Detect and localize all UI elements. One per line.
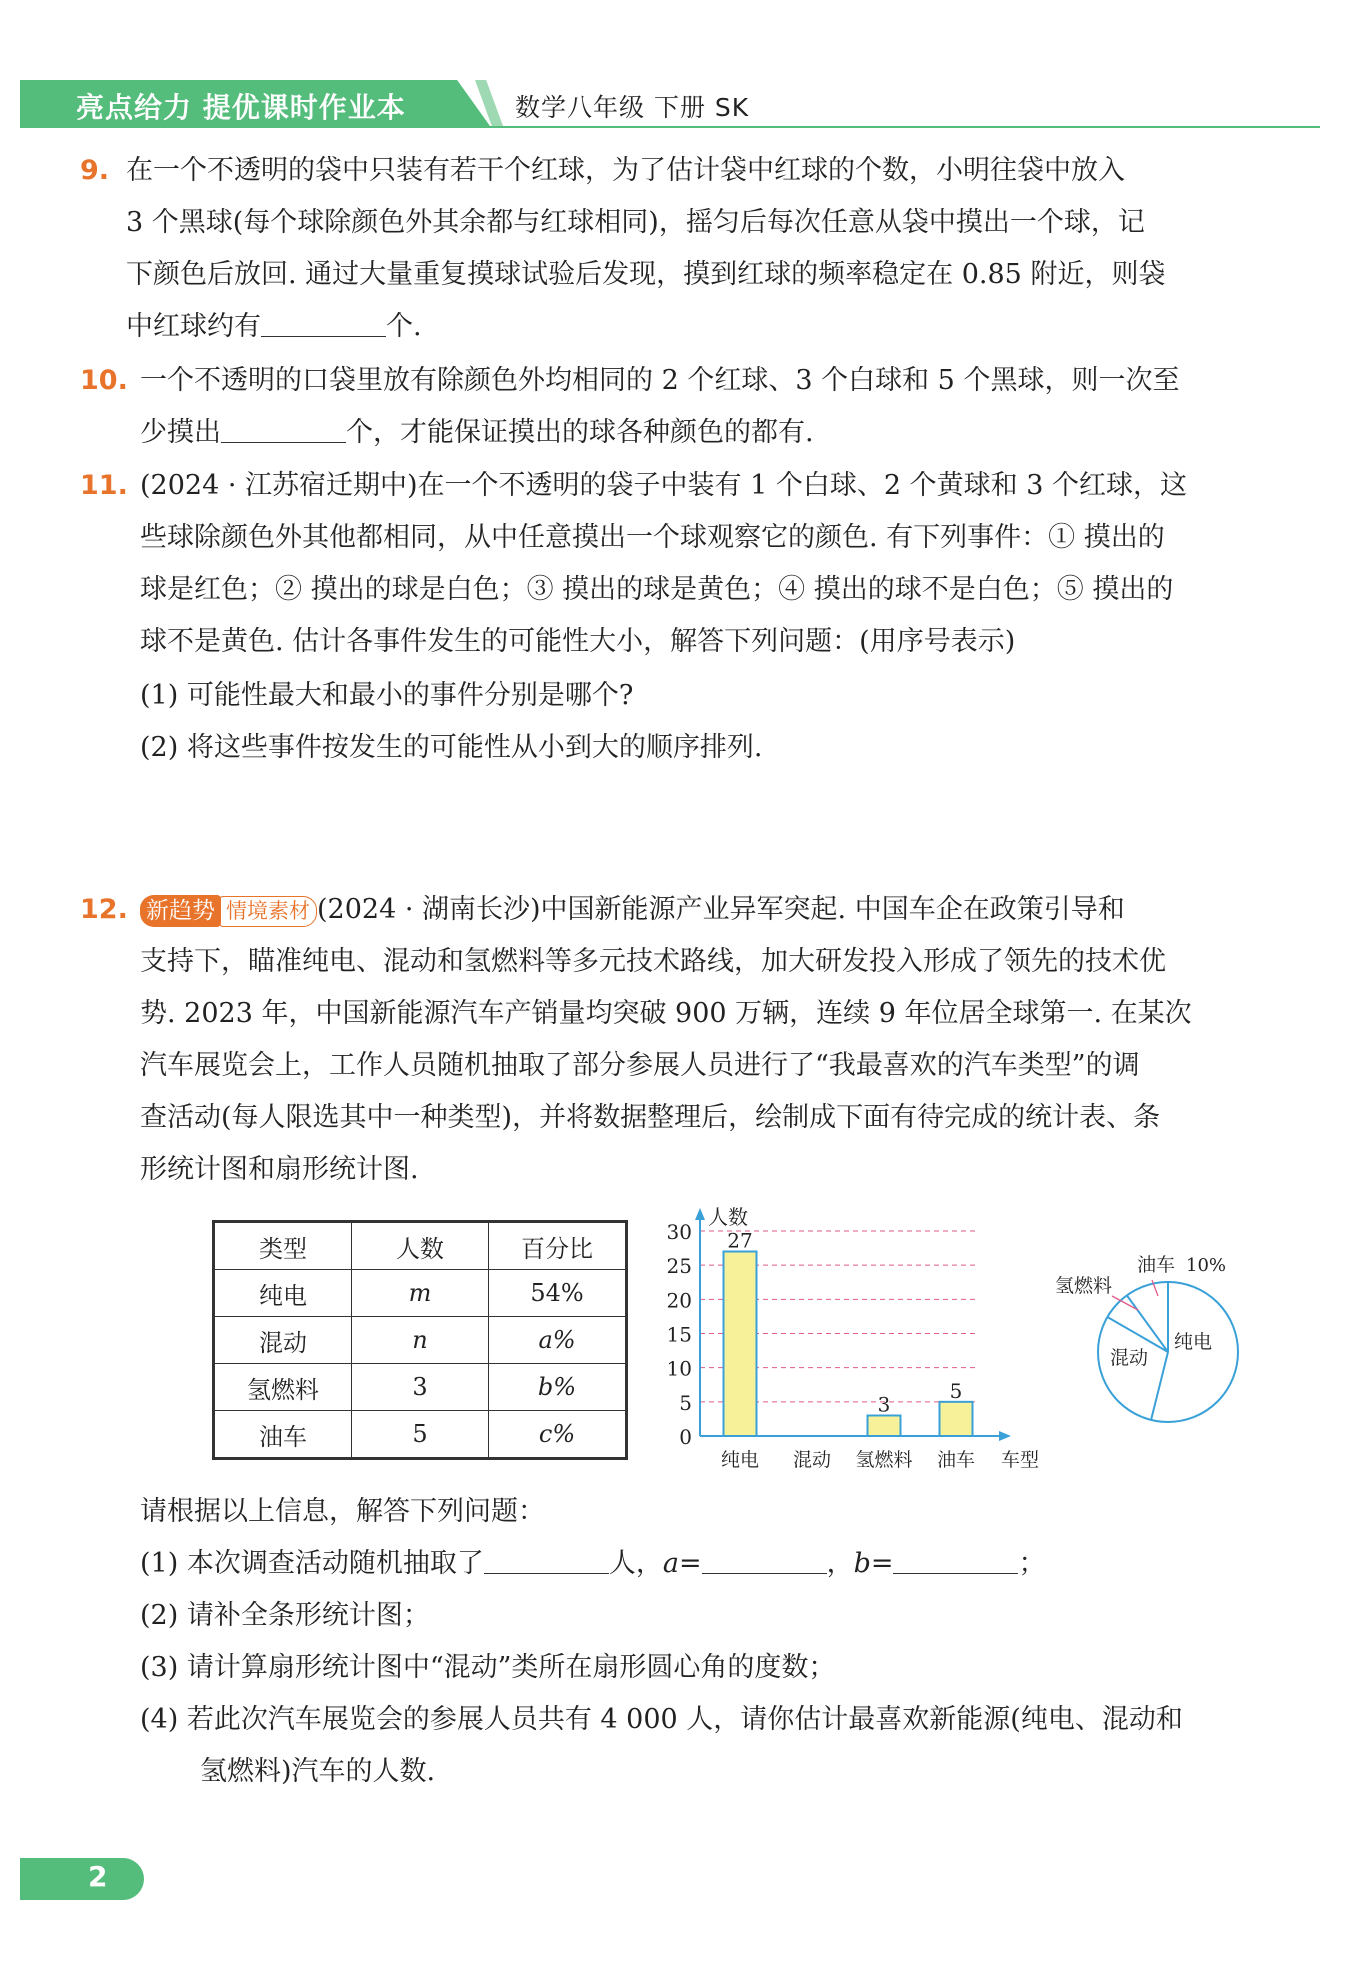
table-cell: 混动: [214, 1317, 352, 1364]
question-12-text: 人，: [608, 1548, 663, 1579]
answer-blank[interactable]: [261, 306, 386, 337]
equals-sign: =: [870, 1548, 894, 1579]
question-9-line: 下颜色后放回. 通过大量重复摸球试验后发现，摸到红球的频率稳定在 0.85 附近，则袋: [126, 259, 1166, 290]
page-header: [20, 80, 1320, 128]
y-axis-label: 人数: [708, 1205, 748, 1229]
tag-context-material: 情境素材: [219, 896, 317, 927]
header-subject: 数学八年级 下册 SK: [515, 93, 750, 122]
y-tick-label: 5: [679, 1390, 692, 1415]
question-9-line: 在一个不透明的袋中只装有若干个红球，为了估计袋中红球的个数，小明往袋中放入: [126, 155, 1125, 186]
question-11-line: 球是红色；② 摸出的球是白色；③ 摸出的球是黄色；④ 摸出的球不是白色；⑤ 摸出的: [140, 574, 1174, 605]
data-label: 5: [949, 1378, 963, 1403]
question-12-sub-2: (2) 请补全条形统计图；: [140, 1600, 430, 1631]
table-header-row: [214, 1222, 627, 1270]
pie-label: 油车: [1137, 1254, 1176, 1276]
x-tick-label: 氢燃料: [855, 1449, 913, 1471]
question-11-sub-2: (2) 将这些事件按发生的可能性从小到大的顺序排列.: [140, 732, 763, 763]
question-12-line: 支持下，瞄准纯电、混动和氢燃料等多元技术路线，加大研发投入形成了领先的技术优: [140, 946, 1166, 977]
bar-chart: [650, 1198, 1040, 1488]
y-tick-label: 0: [679, 1425, 692, 1449]
table-header-cell: 百分比: [489, 1222, 627, 1270]
question-10-text: 个，才能保证摸出的球各种颜色的都有.: [346, 417, 814, 448]
question-10-text: 少摸出: [140, 417, 221, 448]
semicolon: ；: [1018, 1548, 1046, 1579]
table-cell: b%: [489, 1364, 627, 1411]
pie-label: 10%: [1186, 1255, 1227, 1276]
question-10-number: 10.: [80, 365, 128, 396]
table-cell: m: [352, 1270, 489, 1317]
question-10-line: [140, 407, 814, 459]
question-12-line: 形统计图和扇形统计图.: [140, 1154, 419, 1185]
pie-chart: [1040, 1240, 1270, 1430]
question-9-line: 3 个黑球(每个球除颜色外其余都与红球相同)，摇匀后每次任意从袋中摸出一个球，记: [126, 207, 1145, 238]
x-axis-arrow: [999, 1431, 1011, 1441]
question-12-sub-4: (4) 若此次汽车展览会的参展人员共有 4 000 人，请你估计最喜欢新能源(纯电、混动和: [140, 1704, 1183, 1735]
header-rule: [20, 126, 1320, 128]
question-12-line: 汽车展览会上，工作人员随机抽取了部分参展人员进行了“我最喜欢的汽车类型”的调: [140, 1050, 1140, 1081]
pie-slice-edge: [1127, 1295, 1168, 1352]
y-tick-label: 30: [666, 1220, 692, 1244]
table-header-cell: 类型: [214, 1222, 352, 1270]
header-title: 亮点给力 提优课时作业本: [76, 91, 406, 124]
table-row: [214, 1270, 627, 1317]
pie-slice-edge: [1151, 1352, 1168, 1420]
answer-blank[interactable]: [702, 1543, 827, 1574]
x-tick-label: 混动: [792, 1449, 832, 1471]
y-tick-label: 10: [666, 1356, 692, 1381]
question-10-line: 一个不透明的口袋里放有除颜色外均相同的 2 个红球、3 个白球和 5 个黑球，则一次至: [140, 365, 1180, 396]
y-tick-label: 25: [666, 1254, 692, 1279]
table-cell: 氢燃料: [214, 1364, 352, 1411]
answer-blank[interactable]: [484, 1543, 609, 1574]
statistics-table: [212, 1220, 628, 1460]
question-9-number: 9.: [80, 155, 110, 186]
y-tick-label: 15: [666, 1322, 692, 1347]
bar: [868, 1416, 901, 1437]
y-axis-arrow: [695, 1208, 705, 1220]
pie-label: 氢燃料: [1055, 1275, 1113, 1297]
question-9-text: 中红球约有: [126, 311, 261, 342]
variable-b: b: [853, 1548, 871, 1579]
question-12-prompt: 请根据以上信息，解答下列问题：: [140, 1496, 545, 1527]
question-12-line: [140, 884, 1125, 936]
pie-label: 纯电: [1174, 1331, 1213, 1353]
question-11-line: 些球除颜色外其他都相同，从中任意摸出一个球观察它的颜色. 有下列事件：① 摸出的: [140, 522, 1165, 553]
table-cell: 3: [352, 1364, 489, 1411]
variable-a: a: [662, 1548, 679, 1579]
question-12-number: 12.: [80, 894, 128, 925]
question-12-sub-3: (3) 请计算扇形统计图中“混动”类所在扇形圆心角的度数；: [140, 1652, 836, 1683]
question-12-line: 查活动(每人限选其中一种类型)，并将数据整理后，绘制成下面有待完成的统计表、条: [140, 1102, 1161, 1133]
x-axis-label: 车型: [1000, 1449, 1040, 1471]
question-12-text: (2024 · 湖南长沙)中国新能源产业异军突起. 中国车企在政策引导和: [317, 894, 1125, 925]
table-header-cell: 人数: [352, 1222, 489, 1270]
comma: ，: [826, 1548, 854, 1579]
question-12-sub-1: [140, 1538, 1045, 1590]
question-11-number: 11.: [80, 470, 128, 501]
page-number-badge: [20, 1858, 144, 1900]
tag-new-trend: 新趋势: [140, 895, 221, 927]
question-11-sub-1: (1) 可能性最大和最小的事件分别是哪个?: [140, 680, 634, 711]
table-cell: 油车: [214, 1411, 352, 1459]
table-cell: 纯电: [214, 1270, 352, 1317]
table-cell: c%: [489, 1411, 627, 1459]
y-tick-label: 20: [666, 1288, 692, 1313]
leader-line: [1112, 1296, 1138, 1310]
question-12-text: (1) 本次调查活动随机抽取了: [140, 1548, 484, 1579]
x-tick-label: 纯电: [720, 1449, 760, 1471]
x-tick-label: 油车: [936, 1449, 976, 1471]
question-11-line: 球不是黄色. 估计各事件发生的可能性大小，解答下列问题：(用序号表示): [140, 626, 1016, 657]
question-9-text: 个.: [386, 311, 422, 342]
table-cell: 5: [352, 1411, 489, 1459]
table-cell: n: [352, 1317, 489, 1364]
bar: [724, 1252, 757, 1437]
question-12-sub-4: 氢燃料)汽车的人数.: [200, 1756, 436, 1787]
answer-blank[interactable]: [893, 1543, 1018, 1574]
table-row: [214, 1364, 627, 1411]
question-12-line: 势. 2023 年，中国新能源汽车产销量均突破 900 万辆，连续 9 年位居全球第一. 在某次: [140, 998, 1192, 1029]
data-label: 27: [727, 1228, 753, 1253]
page-number: 2: [88, 1860, 108, 1893]
table-cell: 54%: [489, 1270, 627, 1317]
question-9-line: [126, 301, 422, 353]
equals-sign: =: [678, 1548, 702, 1579]
answer-blank[interactable]: [221, 412, 346, 443]
table-row: [214, 1411, 627, 1459]
pie-label: 混动: [1110, 1347, 1149, 1369]
table-cell: a%: [489, 1317, 627, 1364]
data-label: 3: [877, 1392, 891, 1417]
bar: [940, 1402, 973, 1436]
table-row: [214, 1317, 627, 1364]
question-11-line: (2024 · 江苏宿迁期中)在一个不透明的袋子中装有 1 个白球、2 个黄球和 3 个红球，这: [140, 470, 1187, 501]
